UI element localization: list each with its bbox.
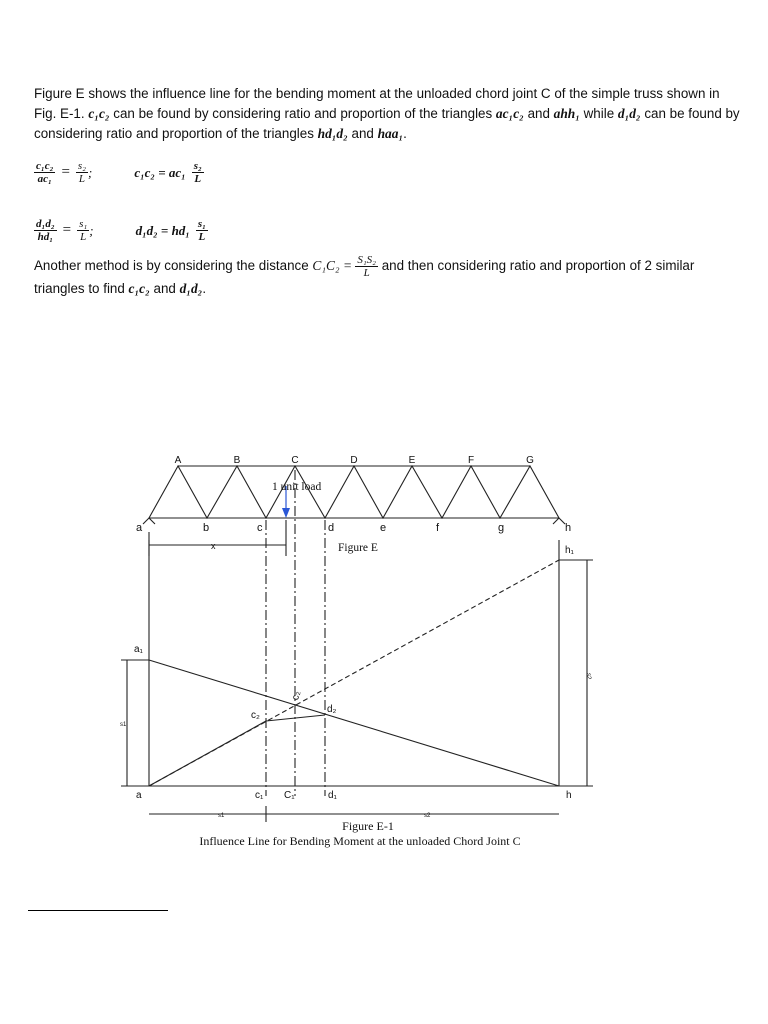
figure-e-caption: Figure E [338,542,378,554]
intro-text: while [579,106,618,121]
dim-s2-label: s2 [424,813,431,819]
eq1-rhs: c₁c₂ = ac₁ [134,164,186,180]
eq1-semicolon: ; [88,164,93,180]
intro-text: Figure E shows the influence line for the bending moment at the unloaded chord joint C of the simple truss shown in Fig. E-1. [34,86,720,121]
equation-2 [34,218,208,243]
line-c2-d2 [266,715,325,721]
joint-label-top: D [350,455,358,466]
joint-label-bottom: b [203,522,210,534]
joint-label-bottom: e [380,522,387,534]
method-text: . [202,281,207,296]
figure-e1-title: Figure E-1 [342,819,394,833]
h1-label: h₁ [565,545,574,556]
eq2-semicolon: ; [89,222,94,238]
figure-e1-caption: Influence Line for Bending Moment at the unloaded Chord Joint C [199,834,521,848]
intro-math: ahh₁ [553,106,580,121]
joint-label-bottom: c [257,522,263,534]
c2-lower-label: c₂ [251,710,260,721]
method-text: and [149,281,180,296]
base-c1-label: c₁ [255,790,264,801]
intro-math: d₁d₂ [617,106,641,121]
unit-load-label: 1 unit load [272,481,322,493]
intro-text: . [403,126,407,141]
joint-label-top: A [174,455,182,466]
truss-diagonals [149,466,559,518]
intro-text: can be found by considering ratio and proportion of the triangles [109,106,496,121]
eq2-rhs: d₁d₂ = hd₁ [135,222,190,238]
method-fraction: $\frac{\text{S₁S₂}}{L}$ [357,254,376,279]
joint-label-top: B [233,455,241,466]
intro-text: and [523,106,554,121]
a1-label: a₁ [134,644,143,655]
method-text: = [339,258,356,274]
dim-s1-label: s1 [218,813,225,819]
line-a-h1-dashed [149,560,559,786]
base-C1-label: C₁ [284,790,295,801]
intro-math: c₁c₂ [88,106,110,121]
joint-label-bottom: d [328,522,335,534]
eq1-ratio-fraction: $\frac{\text{s₂}}{L}$ [77,160,87,185]
eq2-rhs-fraction: $\frac{\text{s₁}}{L}$ [197,218,206,243]
d2-label: d₂ [327,704,337,715]
joint-label-top: E [408,455,416,466]
method-text: and then considering ratio and proportion of 2 similar triangles to find [34,258,695,296]
method-paragraph [34,254,744,299]
line-a-c2 [149,721,266,786]
base-a-label: a [136,790,142,801]
intro-math: ac₁c₂ [495,106,524,121]
joint-label-top: G [526,455,534,466]
intro-text: can be found by considering ratio and proportion of the triangles [34,106,740,141]
eq2-ratio-fraction: $\frac{\text{s₁}}{L}$ [79,218,88,243]
method-math: d₁d₂ [179,281,203,296]
line-a1-h [149,660,559,786]
x-dimension-label: x [211,541,216,551]
eq1-rhs-fraction: $\frac{\text{s₂}}{L}$ [193,160,202,185]
s2-label: s2 [585,673,591,680]
intro-math: haa₁ [377,126,404,141]
unit-load-arrow [282,486,290,518]
right-support [553,518,565,524]
equation-1 [34,160,204,185]
method-math: C₁C₂ [312,258,340,274]
method-math: c₁c₂ [128,281,150,296]
eq2-lhs-fraction: $\frac{\text{d₁d₂}}{\text{hd₁}}$ [36,218,55,243]
base-d1-label: d₁ [328,790,337,801]
intro-math: hd₁d₂ [317,126,348,141]
left-support [143,518,155,524]
joint-label-bottom: g [498,522,505,534]
eq1-lhs-fraction: $\frac{\text{c₁c₂}}{\text{ac₁}}$ [36,160,54,185]
base-h-label: h [566,790,572,801]
method-text: Another method is by considering the distance [34,258,313,274]
joint-label-bottom: f [436,522,440,534]
c2-upper-label: c₂ [290,690,303,701]
intro-paragraph [34,84,744,144]
joint-label-bottom: a [136,522,143,534]
joint-label-top: C [291,455,299,466]
eq1-equals: = [61,164,70,180]
footnote-rule [28,910,168,911]
joint-label-top: F [467,455,475,466]
intro-text: and [347,126,378,141]
s1-label: s1 [120,722,127,728]
joint-label-bottom: h [565,522,572,534]
eq2-equals: = [62,222,72,238]
